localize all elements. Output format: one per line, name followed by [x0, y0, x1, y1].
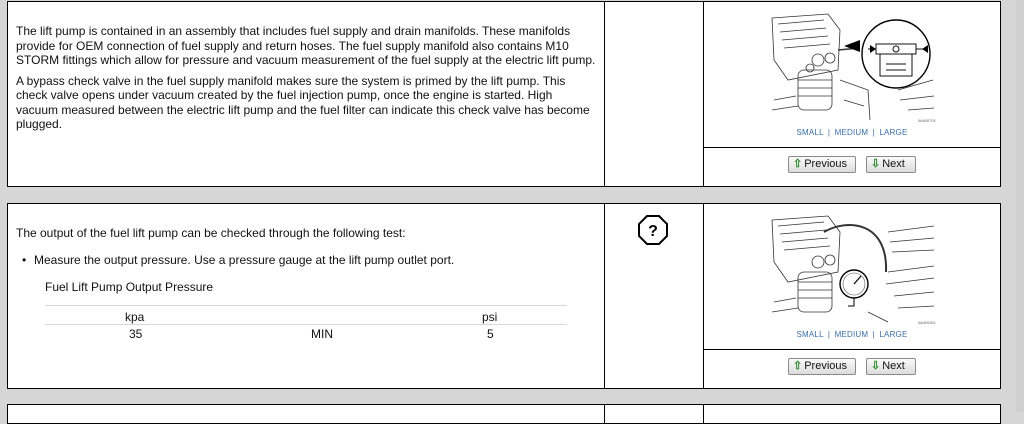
- header-kpa: kpa: [125, 310, 145, 324]
- header-psi: psi: [482, 310, 498, 324]
- previous-label: Previous: [804, 360, 848, 372]
- image-caption: 06d00061: [918, 320, 936, 325]
- svg-text:?: ?: [648, 223, 658, 240]
- lift-pump-manifold-drawing[interactable]: [768, 10, 936, 124]
- paragraph-lift-pump: The lift pump is contained in an assembly that includes fuel supply and drain manifolds. These manifolds provide for OEM connection of fuel supply and return hoses. The fuel supply manifold also contains M10 STORM fittings which allow for pressure and vacuum measurement of the fuel supply at the electric lift pump.: [16, 24, 596, 67]
- cell-psi-value: 5: [487, 327, 494, 341]
- image-caption: 06d00791: [918, 118, 936, 123]
- text-cell: [8, 2, 605, 186]
- navigation-pane: [704, 349, 1000, 388]
- previous-label: Previous: [804, 158, 848, 170]
- bullet-item: • Measure the output pressure. Use a pressure gauge at the lift pump outlet port.: [34, 253, 454, 267]
- image-size-links: [704, 330, 1000, 339]
- size-link-large[interactable]: LARGE: [879, 128, 908, 137]
- previous-button[interactable]: [788, 156, 856, 173]
- size-link-small[interactable]: SMALL: [796, 330, 824, 339]
- up-arrow-icon: ⇧: [793, 158, 803, 170]
- previous-button[interactable]: [788, 358, 856, 375]
- size-link-medium[interactable]: MEDIUM: [834, 128, 869, 137]
- icon-cell: [605, 204, 704, 388]
- next-label: Next: [882, 158, 905, 170]
- cell-limit: MIN: [311, 327, 333, 341]
- image-pane: [704, 2, 1000, 148]
- procedure-row-1: [7, 1, 1001, 187]
- cell-kpa-value: 35: [129, 327, 143, 341]
- up-arrow-icon: ⇧: [793, 360, 803, 372]
- pressure-gauge-drawing[interactable]: [768, 212, 936, 326]
- size-separator: |: [827, 330, 831, 339]
- size-separator: |: [872, 330, 875, 339]
- size-separator: |: [827, 128, 831, 137]
- size-link-large[interactable]: LARGE: [879, 330, 908, 339]
- table-title: Fuel Lift Pump Output Pressure: [45, 280, 214, 294]
- size-link-small[interactable]: SMALL: [796, 128, 824, 137]
- procedure-row-3: [7, 404, 1001, 424]
- size-link-medium[interactable]: MEDIUM: [834, 330, 869, 339]
- question-tool-icon: [637, 214, 669, 246]
- image-cell: [704, 2, 1000, 186]
- scrollbar[interactable]: [1016, 0, 1024, 412]
- text-cell: [8, 405, 605, 423]
- down-arrow-icon: ⇩: [871, 360, 881, 372]
- table-divider: [45, 324, 567, 325]
- image-cell: [704, 204, 1000, 388]
- next-label: Next: [882, 360, 905, 372]
- text-cell: [8, 204, 605, 388]
- image-cell: [704, 405, 1000, 423]
- table-divider: [45, 305, 567, 306]
- paragraph-bypass-valve: A bypass check valve in the fuel supply manifold makes sure the system is primed by the lift pump. This check valve opens under vacuum created by the fuel injection pump, once the engine is started. High vacuum measured between the electric lift pump and the fuel filter can indicate this check valve has become plugged.: [16, 73, 590, 131]
- icon-cell: [605, 405, 704, 423]
- icon-cell: [605, 2, 704, 186]
- procedure-row-2: [7, 203, 1001, 389]
- next-button[interactable]: [866, 358, 916, 375]
- image-size-links: [704, 128, 1000, 137]
- test-intro: The output of the fuel lift pump can be checked through the following test:: [16, 226, 406, 240]
- next-button[interactable]: [866, 156, 916, 173]
- down-arrow-icon: ⇩: [871, 158, 881, 170]
- size-separator: |: [872, 128, 875, 137]
- image-pane: [704, 204, 1000, 350]
- navigation-pane: [704, 147, 1000, 186]
